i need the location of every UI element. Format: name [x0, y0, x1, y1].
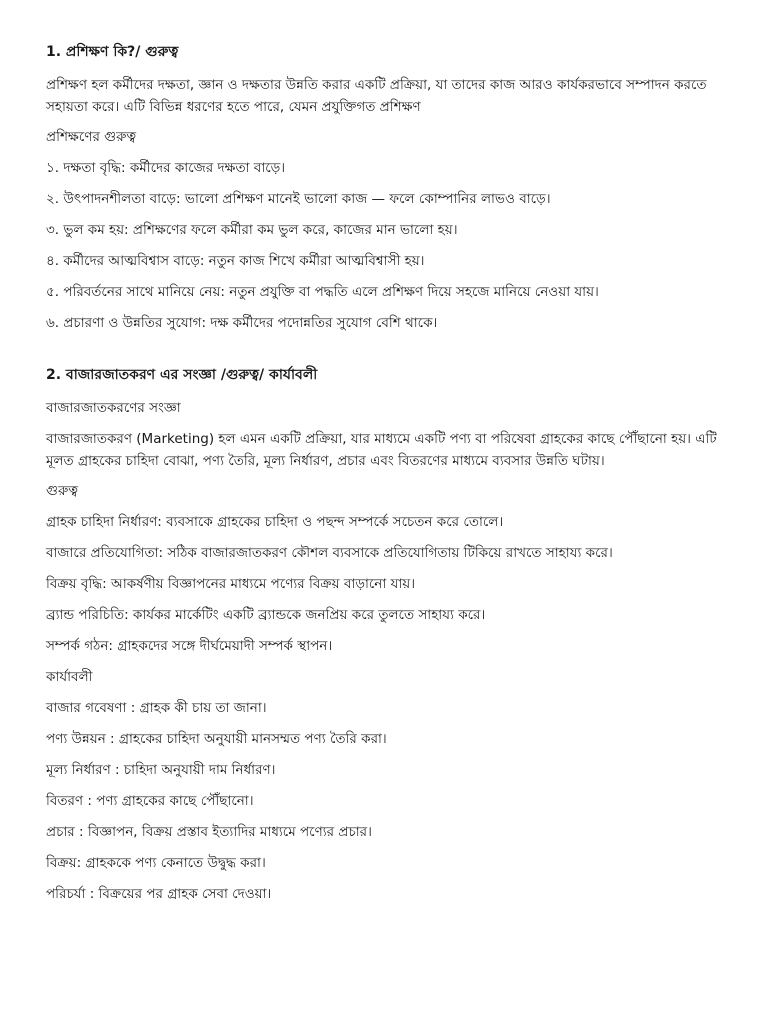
function-item: পরিচর্যা : বিক্রয়ের পর গ্রাহক সেবা দেওয়া। [46, 886, 272, 902]
importance-item: বাজারে প্রতিযোগিতা: সঠিক বাজারজাতকরণ কৌশল ব্যবসাকে প্রতিযোগিতায় টিকিয়ে রাখতে সাহায্য করে। [46, 545, 613, 561]
section-2-title: 2. বাজারজাতকরণ এর সংজ্ঞা /গুরুত্ব/ কার্যাবলী [46, 367, 318, 383]
function-item: পণ্য উন্নয়ন : গ্রাহকের চাহিদা অনুযায়ী মানসম্মত পণ্য তৈরি করা। [46, 731, 387, 747]
definition-heading: বাজারজাতকরণের সংজ্ঞা [46, 400, 181, 416]
section-1-point: ১. দক্ষতা বৃদ্ধি: কর্মীদের কাজের দক্ষতা বাড়ে। [46, 160, 286, 176]
section-1-point: ৬. প্রচারণা ও উন্নতির সুযোগ: দক্ষ কর্মীদের পদোন্নতির সুযোগ বেশি থাকে। [46, 315, 438, 331]
section-1-intro: প্রশিক্ষণ হল কর্মীদের দক্ষতা, জ্ঞান ও দক্ষতার উন্নতি করার একটি প্রক্রিয়া, যা তাদের কাজ আরও কার্যকরভাবে সম্পাদন করতে সহায়তা করে। এটি বিভিন্ন ধরণের হতে পারে, যেমন প্রযুক্তিগত প্রশিক্ষণ [46, 77, 707, 115]
section-gap [46, 343, 736, 363]
section-1-subheading: প্রশিক্ষণের গুরুত্ব [46, 129, 137, 145]
importance-item: সম্পর্ক গঠন: গ্রাহকদের সঙ্গে দীর্ঘমেয়াদী সম্পর্ক স্থাপন। [46, 638, 333, 654]
importance-item: ব্র্যান্ড পরিচিতি: কার্যকর মার্কেটিং একটি ব্র্যান্ডকে জনপ্রিয় করে তুলতে সাহায্য করে। [46, 607, 486, 623]
section-1-point: ৫. পরিবর্তনের সাথে মানিয়ে নেয়: নতুন প্রযুক্তি বা পদ্ধতি এলে প্রশিক্ষণ দিয়ে সহজে মানিয়ে নেওয়া যায়। [46, 284, 599, 300]
definition-text: বাজারজাতকরণ (Marketing) হল এমন একটি প্রক্রিয়া, যার মাধ্যমে একটি পণ্য বা পরিষেবা গ্রাহকের কাছে পৌঁছানো হয়। এটি মূলত গ্রাহকের চাহিদা বোঝা, পণ্য তৈরি, মূল্য নির্ধারণ, প্রচার এবং বিতরণের মাধ্যমে ব্যবসার উন্নতি ঘটায়। [46, 431, 717, 469]
function-item: বিতরণ : পণ্য গ্রাহকের কাছে পৌঁছানো। [46, 793, 254, 809]
function-item: বিক্রয়: গ্রাহককে পণ্য কেনাতে উদ্বুদ্ধ করা। [46, 855, 266, 871]
section-1-title: 1. প্রশিক্ষণ কি?/ গুরুত্ব [46, 44, 179, 60]
function-item: প্রচার : বিজ্ঞাপন, বিক্রয় প্রস্তাব ইত্যাদির মাধ্যমে পণ্যের প্রচার। [46, 824, 372, 840]
function-item: বাজার গবেষণা : গ্রাহক কী চায় তা জানা। [46, 700, 267, 716]
functions-heading: কার্যাবলী [46, 669, 93, 685]
section-1-point: ৩. ভুল কম হয়: প্রশিক্ষণের ফলে কর্মীরা কম ভুল করে, কাজের মান ভালো হয়। [46, 222, 458, 238]
section-1-point: ৪. কর্মীদের আত্মবিশ্বাস বাড়ে: নতুন কাজ শিখে কর্মীরা আত্মবিশ্বাসী হয়। [46, 253, 425, 269]
section-1-point: ২. উৎপাদনশীলতা বাড়ে: ভালো প্রশিক্ষণ মানেই ভালো কাজ — ফলে কোম্পানির লাভও বাড়ে। [46, 191, 551, 207]
importance-item: বিক্রয় বৃদ্ধি: আকর্ষণীয় বিজ্ঞাপনের মাধ্যমে পণ্যের বিক্রয় বাড়ানো যায়। [46, 576, 416, 592]
importance-heading: গুরুত্ব [46, 483, 78, 499]
function-item: মূল্য নির্ধারণ : চাহিদা অনুযায়ী দাম নির্ধারণ। [46, 762, 276, 778]
importance-item: গ্রাহক চাহিদা নির্ধারণ: ব্যবসাকে গ্রাহকের চাহিদা ও পছন্দ সম্পর্কে সচেতন করে তোলে। [46, 514, 504, 530]
document-page [46, 40, 736, 914]
